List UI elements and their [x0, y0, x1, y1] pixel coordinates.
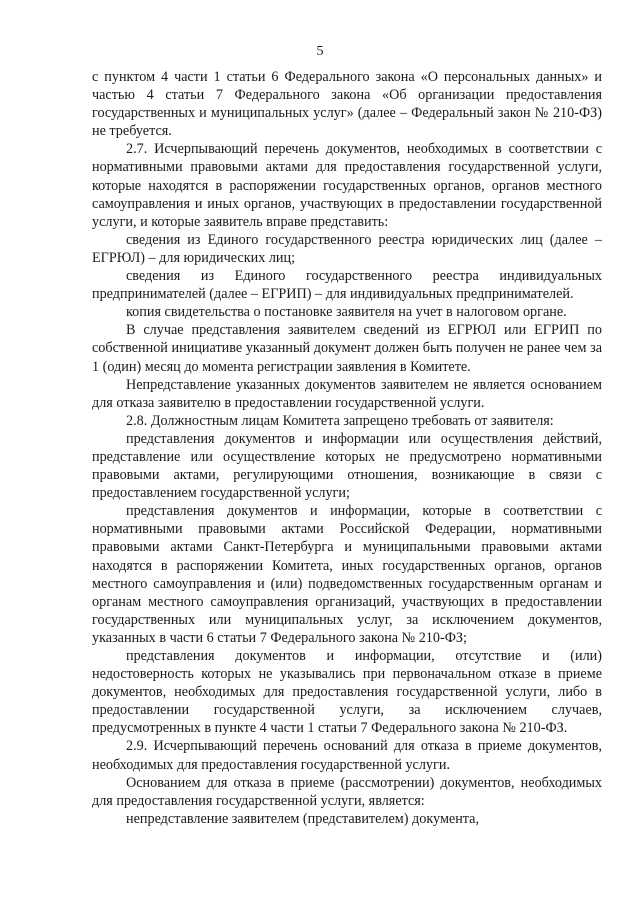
paragraph-2-7: 2.7. Исчерпывающий перечень документов, необходимых в соответствии с нормативными правовыми актами для предоставления государственной услуги, которые находятся в распоряжении государственных органов, органов местного самоуправления и иных органов, участвующих в предоставлении государственной услуги, и которые заявитель вправе представить:	[92, 141, 602, 230]
paragraph-prohibition-2: представления документов и информации, которые в соответствии с нормативными правовыми актами Российской Федерации, нормативными правовыми актами Санкт-Петербурга и муниципальными правовыми актами находятся в распоряжении Комитета, иных государственных органов, органов местного самоуправления и (или) подведомственных государственным органам и органам местного самоуправления организаций, участвующих в предоставлении государственных или муниципальных услуг, за исключением документов, указанных в части 6 статьи 7 Федерального закона № 210-ФЗ;	[92, 503, 602, 646]
paragraph-tax-certificate: копия свидетельства о постановке заявителя на учет в налоговом органе.	[126, 304, 567, 321]
paragraph-2-9: 2.9. Исчерпывающий перечень оснований для отказа в приеме документов, необходимых для предоставления государственной услуги.	[92, 738, 602, 773]
document-body	[92, 68, 602, 828]
page-number: 5	[316, 44, 324, 59]
paragraph-egrip: сведения из Единого государственного реестра индивидуальных предпринимателей (далее – ЕГРИП) – для индивидуальных предпринимателей.	[92, 268, 602, 303]
paragraph-prohibition-3: представления документов и информации, отсутствие и (или) недостоверность которых не указывались при первоначальном отказе в приеме документов, необходимых для предоставления государственной услуги, либо в предоставлении государственной услуги, за исключением случаев, предусмотренных в пункте 4 части 1 статьи 7 Федерального закона № 210-ФЗ.	[92, 648, 602, 737]
paragraph-2-8: 2.8. Должностным лицам Комитета запрещено требовать от заявителя:	[126, 412, 554, 429]
paragraph-continuation: с пунктом 4 части 1 статьи 6 Федерального закона «О персональных данных» и частью 4 статьи 7 Федерального закона «Об организации предоставления государственных и муниципальных услуг» (далее – Федеральный закон № 210-ФЗ) не требуется.	[92, 69, 602, 140]
paragraph-prohibition-1: представления документов и информации или осуществления действий, представление или осуществление которых не предусмотрено нормативными правовыми актами, регулирующими отношения, возникающие в связи с предоставлением государственной услуги;	[92, 430, 602, 502]
paragraph-egrul: сведения из Единого государственного реестра юридических лиц (далее – ЕГРЮЛ) – для юридических лиц;	[92, 231, 602, 266]
paragraph-own-initiative: В случае представления заявителем сведений из ЕГРЮЛ или ЕГРИП по собственной инициативе указанный документ должен быть получен не ранее чем за 1 (один) месяц до момента регистрации заявления в Комитете.	[92, 322, 602, 375]
paragraph-non-submission: Непредставление указанных документов заявителем не является основанием для отказа заявителю в предоставлении государственной услуги.	[92, 376, 602, 411]
paragraph-refusal-basis: Основанием для отказа в приеме (рассмотрении) документов, необходимых для предоставления государственной услуги, является:	[92, 774, 602, 809]
paragraph-non-submission-document: непредставление заявителем (представителем) документа,	[126, 810, 480, 827]
